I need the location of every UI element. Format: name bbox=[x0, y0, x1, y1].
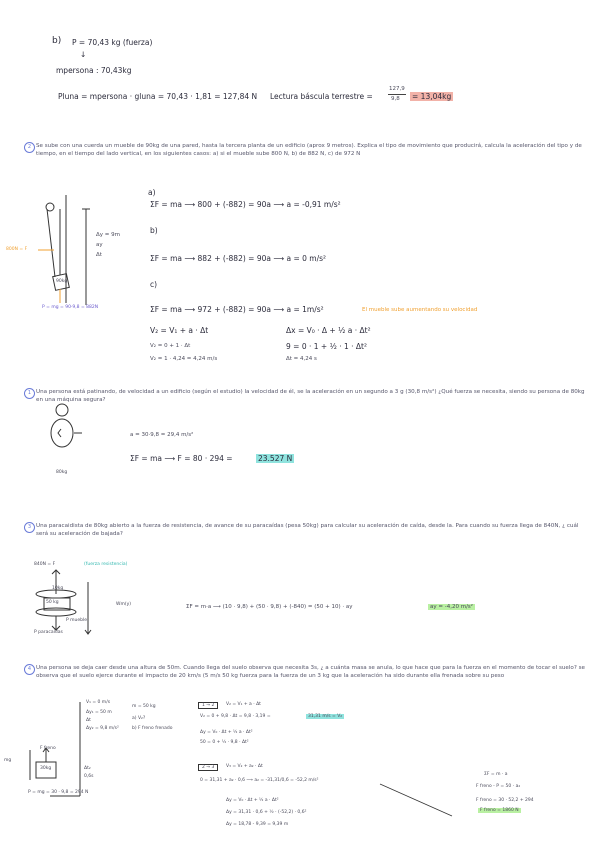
problem-3-number: 1 bbox=[24, 388, 35, 399]
fall-mass: 30kg bbox=[40, 766, 52, 771]
para-eq: ΣF = m·a ⟶ (10 · 9,8) + (50 · 9,8) + (-840) = (50 + 10) · ay bbox=[186, 604, 353, 610]
para-p-paracaidas: P paracaídas bbox=[34, 630, 63, 635]
section-b-force: P = 70,43 kg (fuerza) bbox=[72, 38, 153, 47]
v-eq2: V₂ = 0 + 1 · Δt bbox=[150, 343, 191, 349]
parachute-diagram bbox=[30, 568, 110, 638]
part-b-label: b) bbox=[150, 226, 158, 235]
diagram-dt: Δt bbox=[96, 252, 102, 258]
x-eq2: 9 = 0 · 1 + ½ · 1 · Δt² bbox=[286, 342, 367, 351]
fraction-bar bbox=[388, 94, 406, 95]
lectura-frac-num: 127,9 bbox=[389, 86, 405, 92]
problem-5-number: 4 bbox=[24, 664, 35, 675]
skater-result: 23.527 N bbox=[258, 454, 293, 463]
person-diagram bbox=[46, 398, 86, 470]
step2-label: 2 → 3 bbox=[198, 764, 218, 771]
step1-label: 1 → 2 bbox=[198, 702, 218, 709]
step2-eq5: Δy = 18,78 - 9,39 = 9,39 m bbox=[226, 822, 289, 827]
connector-line bbox=[380, 782, 460, 822]
pulley-diagram bbox=[0, 195, 140, 320]
step2-eq2: 0 = 31,31 + a₂ · 0,6 ⟶ a₂ = -31,31/0,6 = -52,2 m/s² bbox=[200, 778, 319, 783]
part-b-eq: ΣF = ma ⟶ 882 + (-882) = 90a ⟶ a = 0 m/s² bbox=[150, 254, 327, 263]
step1-eq1: V₂ = V₁ + a · Δt bbox=[226, 702, 261, 707]
side-note-ffreno: b) F freno frenado bbox=[132, 726, 173, 731]
step2-eq3: Δy = V₀ · Δt + ½ a · Δt² bbox=[226, 798, 279, 803]
para-mass2: 50 kg bbox=[46, 600, 59, 605]
fall-mg: mg bbox=[4, 758, 12, 763]
skater-eq: ΣF = ma ⟶ F = 80 · 294 = bbox=[130, 454, 233, 463]
diagram-dy: Δy = 9m bbox=[96, 232, 120, 238]
step2-eq1: V₃ = V₂ + a₂ · Δt bbox=[226, 764, 263, 769]
para-mass1: 10kg bbox=[52, 586, 64, 591]
step1-eq2: V₂ = 0 + 9,8 · Δt = 9,8 · 3,19 = bbox=[200, 714, 271, 719]
part-c-label: c) bbox=[150, 280, 158, 289]
down-arrow-icon: ↓ bbox=[80, 50, 87, 59]
lectura-label: Lectura báscula terrestre = bbox=[270, 92, 373, 101]
side-note-mass: m = 50 kg bbox=[132, 704, 156, 709]
problem-3-text: Una persona está patinando, de velocidad a un edificio (según el estudio) la velocidad de él, se la aceleración en un segundo a 3 g (30,8 m/s²) ¿Qué fuerza se necesita, siendo su persona de 80kg en una máquina segura? bbox=[36, 389, 585, 403]
part-c-note: El mueble sube aumentando su velocidad bbox=[362, 307, 478, 313]
fall-diagram bbox=[20, 700, 130, 800]
diagram-ay: ay bbox=[96, 242, 103, 248]
fall-weight: P = mg = 30 · 9,8 = 294 N bbox=[28, 790, 89, 795]
x-eq1: Δx = V₀ · Δ + ½ a · Δt² bbox=[286, 326, 371, 335]
right-note-2: F freno - P = 50 · a₂ bbox=[476, 784, 521, 789]
fall-ffreno: F freno bbox=[40, 746, 56, 751]
fall-dt2: Δt₂ bbox=[84, 766, 91, 771]
person-mass: 80kg bbox=[56, 470, 68, 475]
section-b-label: b) bbox=[52, 36, 62, 46]
fall-dy2: Δy₂ = 9,8 m/s² bbox=[86, 726, 119, 731]
fall-dt: Δt bbox=[86, 718, 91, 723]
v-eq1: V₂ = V₁ + a · Δt bbox=[150, 326, 209, 335]
para-w: Wm(y) bbox=[116, 602, 132, 607]
right-note-3: F freno = 30 · 52,2 + 294 bbox=[476, 798, 534, 803]
part-c-eq: ΣF = ma ⟶ 972 + (-882) = 90a ⟶ a = 1m/s² bbox=[150, 305, 324, 314]
diagram-mass: 90kg bbox=[56, 279, 68, 284]
problem-2-text: Se sube con una cuerda un mueble de 90kg de una pared, hasta la tercera planta de un edificio (aprox 9 metros). Explica el tipo de movimiento que producirá, calcula la aceleración del tipo y de tiempo, en el tiempo del lado vertical, en los siguientes casos: a) si el mueble sube 800 N, b) de 882 N, c) de 972 N bbox=[36, 143, 582, 157]
step1-eq3: Δy = V₀ · Δt + ½ a · Δt² bbox=[200, 730, 253, 735]
part-a-eq: ΣF = ma ⟶ 800 + (-882) = 90a ⟶ a = -0,91 m/s² bbox=[150, 200, 341, 209]
diagram-force: 800N = F bbox=[6, 247, 28, 252]
para-force: 840N = F bbox=[34, 562, 56, 567]
problem-5-text: Una persona se deja caer desde una altura de 50m. Cuando llega del suelo observa que necesita 3s, ¿ a cuánta masa se anula, lo que hace que para la fuerza en el momento de tocar el suelo? se observa que el suelo ejerce durante el impacto de 20 km/s (5 m/s 50 kg fuerza para la fuerza de un 3 kg que la aceleración ha sido durante ella frenada sobre su peso bbox=[36, 665, 585, 679]
skater-accel: a = 30·9,8 = 29,4 m/s² bbox=[130, 432, 194, 438]
problem-4-text: Una paracaidista de 80kg abierto a la fuerza de resistencia, de avance de su paracaídas (pesa 50kg) para calcular su aceleración de caída, desde la. Para cuando su fuerza llega de 840N, ¿ cuál será su aceleración de bajada? bbox=[36, 523, 579, 537]
step1-eq4: 50 = 0 + ½ · 9,8 · Δt² bbox=[200, 740, 249, 745]
lectura-frac-den: 9,8 bbox=[391, 96, 400, 102]
para-p-mueble: P mueble bbox=[66, 618, 88, 623]
para-result: ay = -4,20 m/s² bbox=[430, 604, 473, 610]
part-a-label: a) bbox=[148, 188, 156, 197]
fall-dy1: Δy₁ = 50 m bbox=[86, 710, 112, 715]
fall-v1: V₁ = 0 m/s bbox=[86, 700, 111, 705]
mpersona: mpersona : 70,43kg bbox=[56, 66, 132, 75]
fall-time: 0,6s bbox=[84, 774, 94, 779]
para-force-note: (fuerza resistencia) bbox=[84, 562, 128, 567]
diagram-weight: P = mg = 90·9,8 = 882N bbox=[42, 305, 99, 310]
right-note-4: F freno = 1860 N bbox=[480, 808, 519, 813]
x-eq3: Δt = 4,24 s bbox=[286, 356, 317, 362]
lectura-result: = 13,04kg bbox=[412, 92, 452, 101]
step1-result: 31,31 m/s = V₂ bbox=[308, 714, 343, 719]
pluna-eq: Pluna = mpersona · gluna = 70,43 · 1,81 = 127,84 N bbox=[58, 92, 258, 101]
v-eq3: V₂ = 1 · 4,24 = 4,24 m/s bbox=[150, 356, 218, 362]
problem-4-number: 3 bbox=[24, 522, 35, 533]
step2-eq4: Δy = 31,31 · 0,6 + ½ · (-52,2) · 0,6² bbox=[226, 810, 307, 815]
side-note-v2: a) V₂? bbox=[132, 716, 146, 721]
right-note-1: ΣF = m · a bbox=[484, 772, 508, 777]
problem-2-number: 2 bbox=[24, 142, 35, 153]
